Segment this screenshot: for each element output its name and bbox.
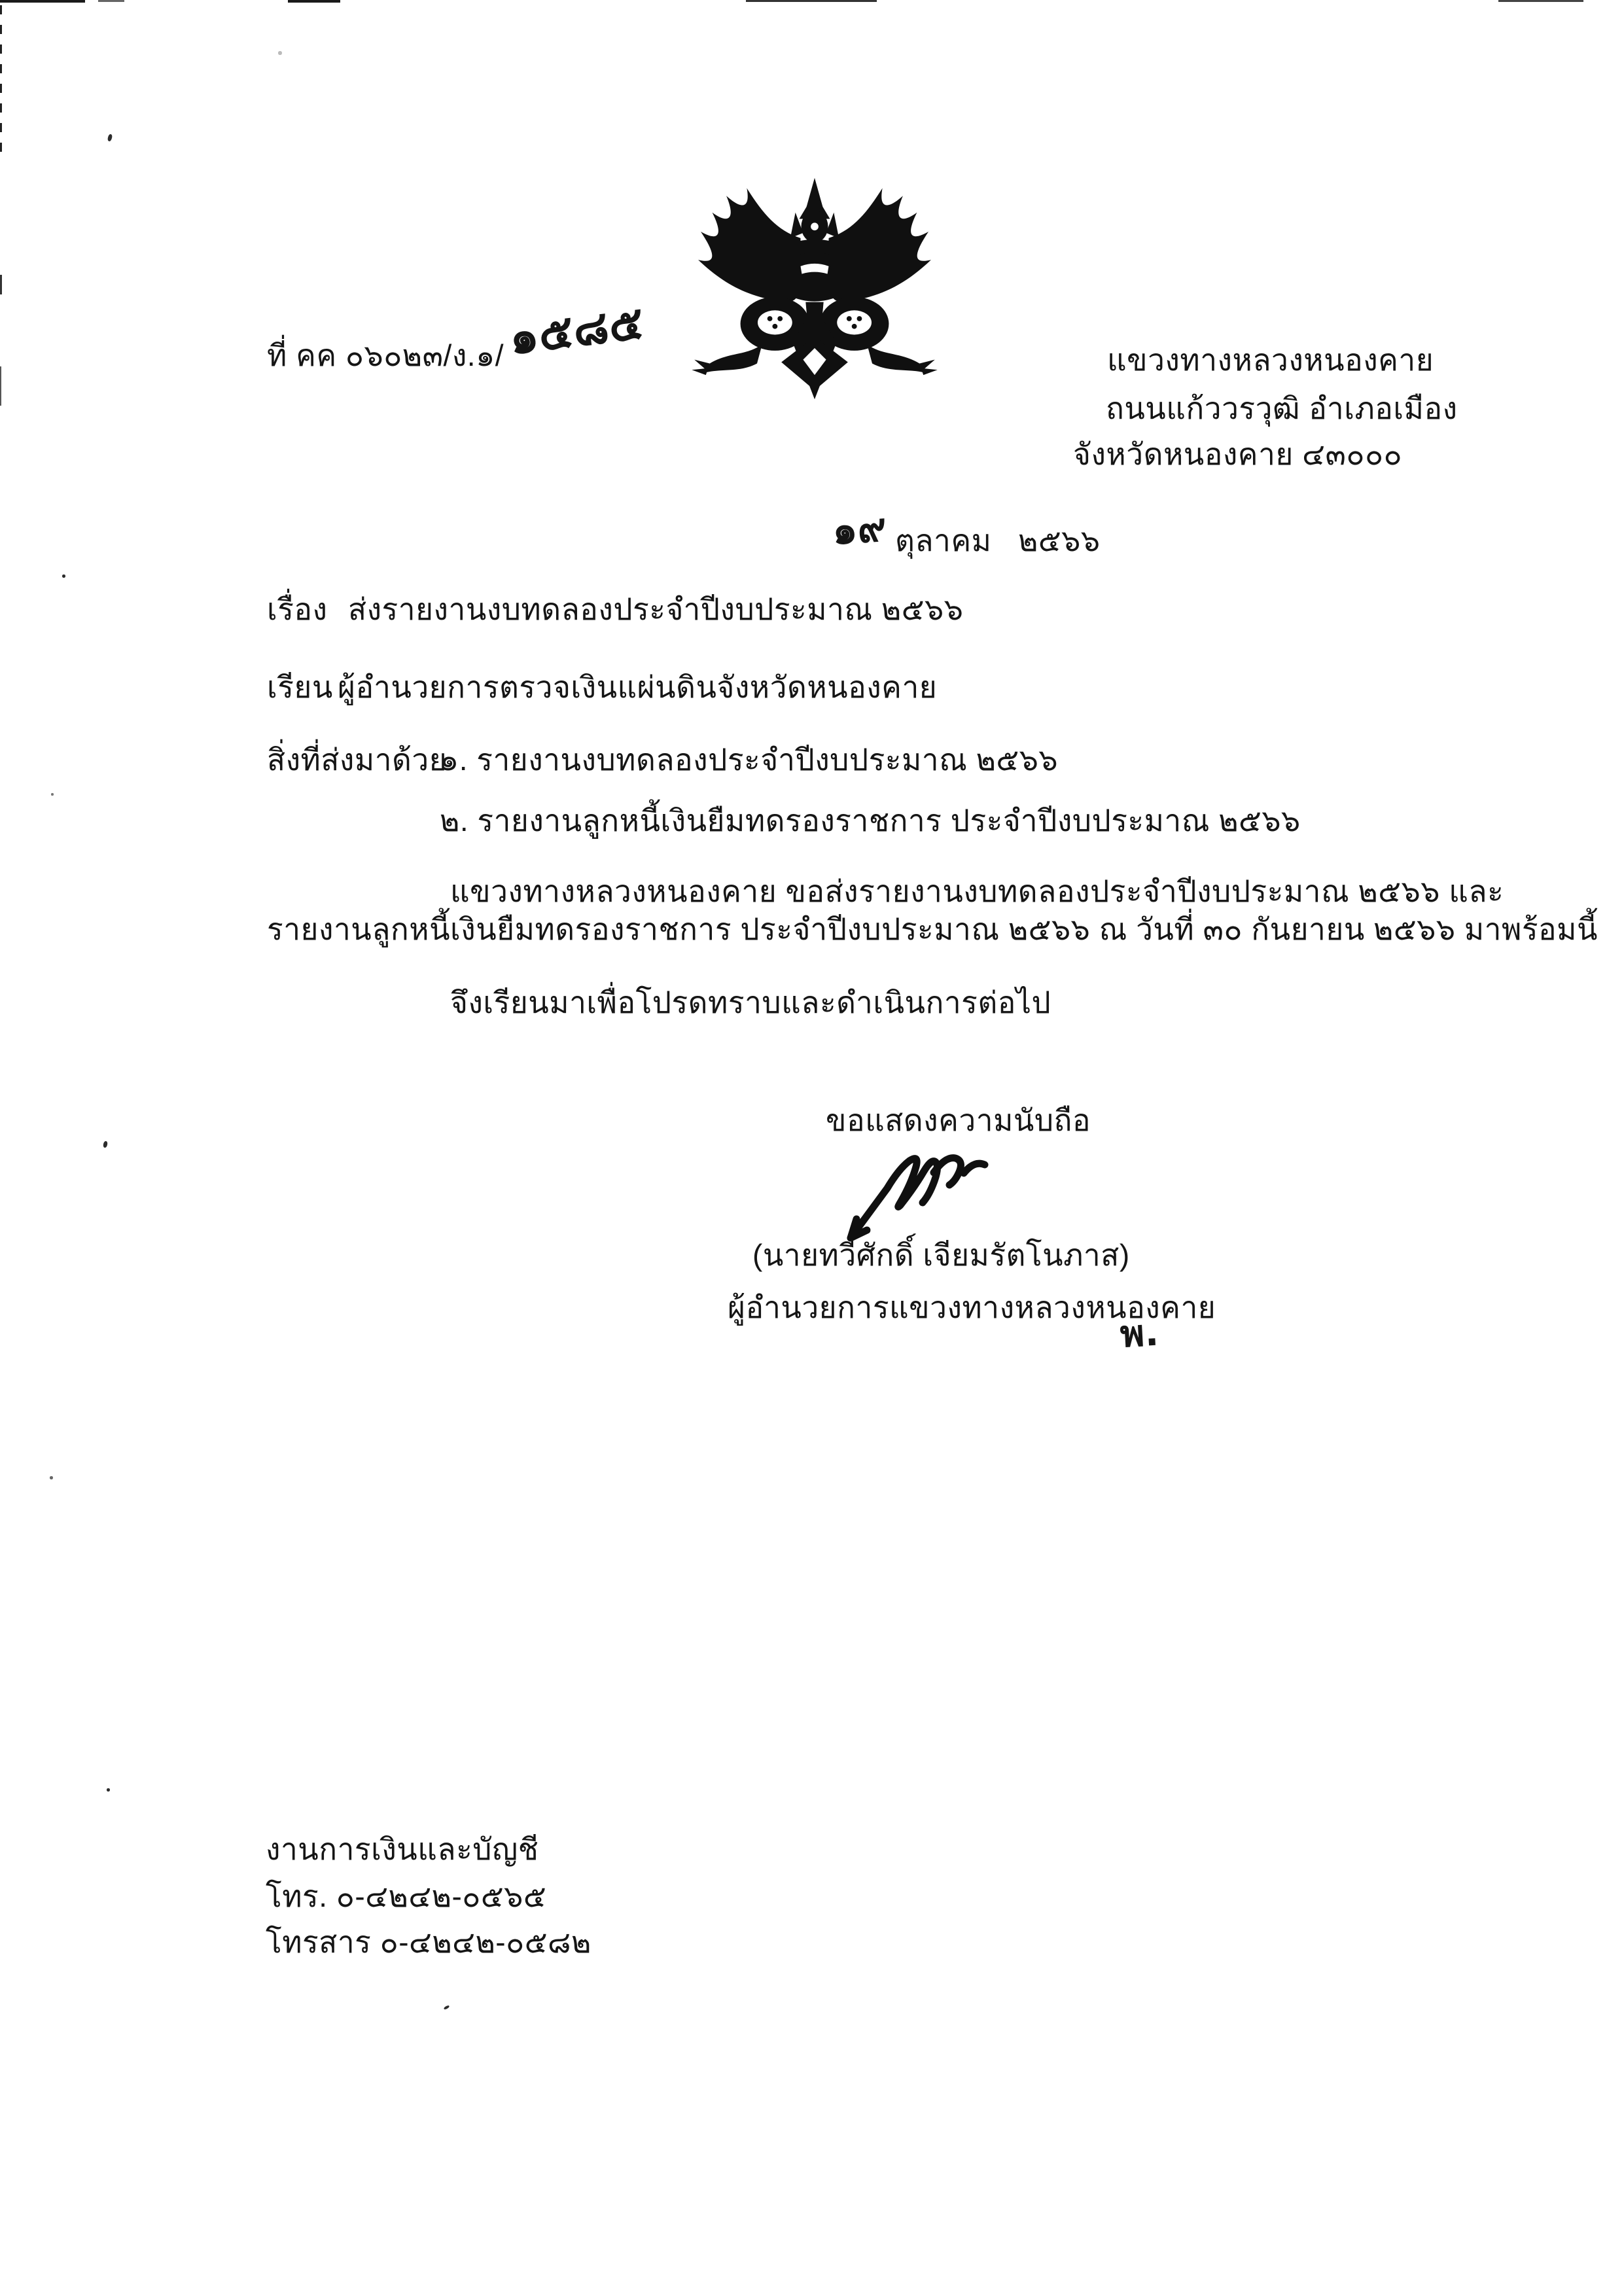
office-line-1: แขวงทางหลวงหนองคาย [1107, 343, 1434, 377]
handwritten-initial: พ. [1119, 1311, 1160, 1356]
salutation: ขอแสดงความนับถือ [826, 1103, 1091, 1137]
subject-label: เรื่อง [267, 592, 328, 626]
scan-artifact-top-dash [0, 0, 85, 3]
date-day-handwritten: ๑๙ [830, 504, 889, 554]
scan-artifact-left-edge [0, 366, 1, 406]
signer-name: (นายทวีศักดิ์ เจียมรัตโนภาส) [752, 1238, 1130, 1272]
to-text: ผู้อำนวยการตรวจเงินแผ่นดินจังหวัดหนองคาย [338, 670, 938, 704]
signer-position: ผู้อำนวยการแขวงทางหลวงหนองคาย [728, 1290, 1216, 1324]
date-year: ๒๕๖๖ [1018, 523, 1101, 557]
scan-speck [62, 574, 65, 578]
footer-department: งานการเงินและบัญชี [266, 1832, 539, 1866]
scan-speck [107, 133, 113, 141]
scan-speck [107, 1788, 110, 1792]
office-line-2: ถนนแก้ววรวุฒิ อำเภอเมือง [1106, 391, 1458, 425]
scan-speck [51, 793, 54, 796]
attachment-item-1: ๑. รายงานงบทดลองประจำปีงบประมาณ ๒๕๖๖ [440, 743, 1059, 777]
office-line-3: จังหวัดหนองคาย ๔๓๐๐๐ [1073, 437, 1403, 471]
date-month: ตุลาคม [895, 523, 992, 557]
doc-number-line [267, 337, 504, 375]
scan-speck [50, 1476, 53, 1479]
footer-phone: โทร. ๐-๔๒๔๒-๐๕๖๕ [266, 1879, 547, 1913]
scan-artifact-top-dash [746, 0, 877, 2]
garuda-emblem-graphic [686, 175, 943, 406]
scan-artifact-left-edge [0, 275, 2, 294]
closing-request: จึงเรียนมาเพื่อโปรดทราบและดำเนินการต่อไป [450, 985, 1051, 1019]
subject-text: ส่งรายงานงบทดลองประจำปีงบประมาณ ๒๕๖๖ [348, 592, 964, 626]
footer-fax: โทรสาร ๐-๔๒๔๒-๐๕๘๒ [266, 1925, 591, 1959]
scan-artifact-top-dash [1498, 0, 1583, 2]
scan-artifact-top-dash [288, 0, 340, 3]
doc-number-prefix: ที่ คค ๐๖๐๒๓/ง.๑/ [267, 338, 504, 372]
signature-scribble [836, 1132, 1006, 1253]
doc-number-handwritten: ๑๕๘๕ [506, 295, 647, 366]
body-line-1: แขวงทางหลวงหนองคาย ขอส่งรายงานงบทดลองประจำปีงบประมาณ ๒๕๖๖ และ [450, 874, 1504, 908]
attachment-item-2: ๒. รายงานลูกหนี้เงินยืมทดรองราชการ ประจำปีงบประมาณ ๒๕๖๖ [440, 804, 1301, 838]
garuda-emblem [686, 175, 943, 409]
to-label: เรียน [267, 670, 333, 704]
scan-speck [103, 1140, 108, 1148]
body-line-2: รายงานลูกหนี้เงินยืมทดรองราชการ ประจำปีงบประมาณ ๒๕๖๖ ณ วันที่ ๓๐ กันยายน ๒๕๖๖ มาพร้อมนี้ [267, 912, 1598, 946]
scan-speck [278, 51, 282, 55]
attachments-label: สิ่งที่ส่งมาด้วย [267, 743, 448, 777]
scan-artifact-left-edge [0, 5, 2, 162]
scan-artifact-top-dash [98, 0, 124, 2]
scan-speck [444, 2005, 450, 2010]
